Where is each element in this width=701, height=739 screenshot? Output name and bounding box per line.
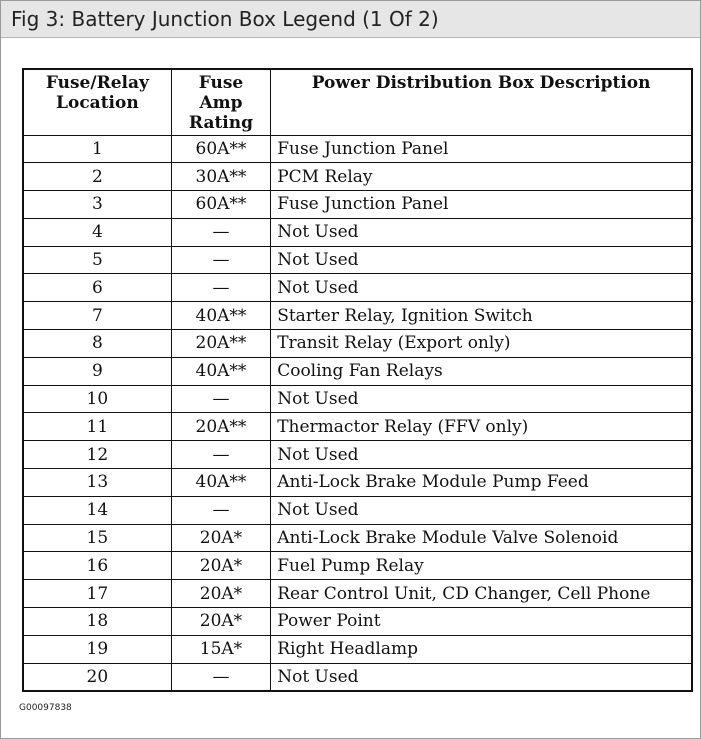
cell-amp-rating: 20A** [171, 413, 270, 441]
table-row [23, 302, 692, 330]
cell-description: Cooling Fan Relays [271, 357, 692, 385]
cell-location: 15 [23, 524, 171, 552]
table-row [23, 191, 692, 219]
cell-location: 9 [23, 357, 171, 385]
table-header-row [23, 69, 692, 135]
table-row [23, 663, 692, 691]
cell-description: Not Used [271, 274, 692, 302]
cell-location: 13 [23, 469, 171, 497]
cell-amp-rating: 60A** [171, 191, 270, 219]
cell-description: Fuse Junction Panel [271, 135, 692, 163]
cell-amp-rating: — [171, 496, 270, 524]
cell-description: Transit Relay (Export only) [271, 330, 692, 358]
cell-description: PCM Relay [271, 163, 692, 191]
table-row [23, 635, 692, 663]
cell-location: 3 [23, 191, 171, 219]
cell-location: 2 [23, 163, 171, 191]
header-description: Power Distribution Box Description [271, 69, 692, 135]
table-row [23, 163, 692, 191]
table-row [23, 413, 692, 441]
cell-amp-rating: — [171, 385, 270, 413]
table-row [23, 357, 692, 385]
cell-description: Not Used [271, 246, 692, 274]
cell-location: 8 [23, 330, 171, 358]
cell-location: 20 [23, 663, 171, 691]
cell-amp-rating: 20A* [171, 580, 270, 608]
cell-location: 18 [23, 608, 171, 636]
cell-location: 6 [23, 274, 171, 302]
cell-location: 19 [23, 635, 171, 663]
table-row [23, 552, 692, 580]
table-row [23, 246, 692, 274]
table-row [23, 441, 692, 469]
cell-description: Fuel Pump Relay [271, 552, 692, 580]
cell-location: 14 [23, 496, 171, 524]
cell-description: Fuse Junction Panel [271, 191, 692, 219]
cell-description: Not Used [271, 663, 692, 691]
cell-amp-rating: 15A* [171, 635, 270, 663]
cell-amp-rating: 40A** [171, 357, 270, 385]
cell-amp-rating: — [171, 218, 270, 246]
table-row [23, 580, 692, 608]
cell-description: Anti-Lock Brake Module Valve Solenoid [271, 524, 692, 552]
cell-location: 1 [23, 135, 171, 163]
cell-location: 11 [23, 413, 171, 441]
cell-amp-rating: — [171, 441, 270, 469]
table-row [23, 218, 692, 246]
fuse-legend-table [22, 68, 693, 692]
table-row [23, 524, 692, 552]
cell-location: 5 [23, 246, 171, 274]
cell-description: Not Used [271, 218, 692, 246]
cell-location: 16 [23, 552, 171, 580]
cell-description: Starter Relay, Ignition Switch [271, 302, 692, 330]
cell-amp-rating: 20A* [171, 608, 270, 636]
cell-location: 10 [23, 385, 171, 413]
table-row [23, 469, 692, 497]
table-row [23, 496, 692, 524]
cell-description: Power Point [271, 608, 692, 636]
cell-amp-rating: — [171, 246, 270, 274]
header-location: Fuse/Relay Location [23, 69, 171, 135]
cell-description: Right Headlamp [271, 635, 692, 663]
cell-amp-rating: 20A* [171, 524, 270, 552]
figure-title: Fig 3: Battery Junction Box Legend (1 Of 2) [1, 1, 700, 38]
figure-id: G00097838 [19, 703, 72, 713]
cell-amp-rating: — [171, 663, 270, 691]
cell-amp-rating: 20A** [171, 330, 270, 358]
cell-location: 7 [23, 302, 171, 330]
cell-description: Rear Control Unit, CD Changer, Cell Phone [271, 580, 692, 608]
cell-amp-rating: — [171, 274, 270, 302]
table-row [23, 135, 692, 163]
cell-amp-rating: 30A** [171, 163, 270, 191]
table-row [23, 385, 692, 413]
cell-description: Thermactor Relay (FFV only) [271, 413, 692, 441]
cell-amp-rating: 40A** [171, 302, 270, 330]
cell-location: 4 [23, 218, 171, 246]
header-amp-rating: Fuse Amp Rating [171, 69, 270, 135]
cell-location: 12 [23, 441, 171, 469]
cell-amp-rating: 40A** [171, 469, 270, 497]
cell-amp-rating: 20A* [171, 552, 270, 580]
cell-description: Anti-Lock Brake Module Pump Feed [271, 469, 692, 497]
table-row [23, 608, 692, 636]
cell-amp-rating: 60A** [171, 135, 270, 163]
cell-location: 17 [23, 580, 171, 608]
cell-description: Not Used [271, 441, 692, 469]
cell-description: Not Used [271, 385, 692, 413]
table-row [23, 274, 692, 302]
cell-description: Not Used [271, 496, 692, 524]
table-row [23, 330, 692, 358]
